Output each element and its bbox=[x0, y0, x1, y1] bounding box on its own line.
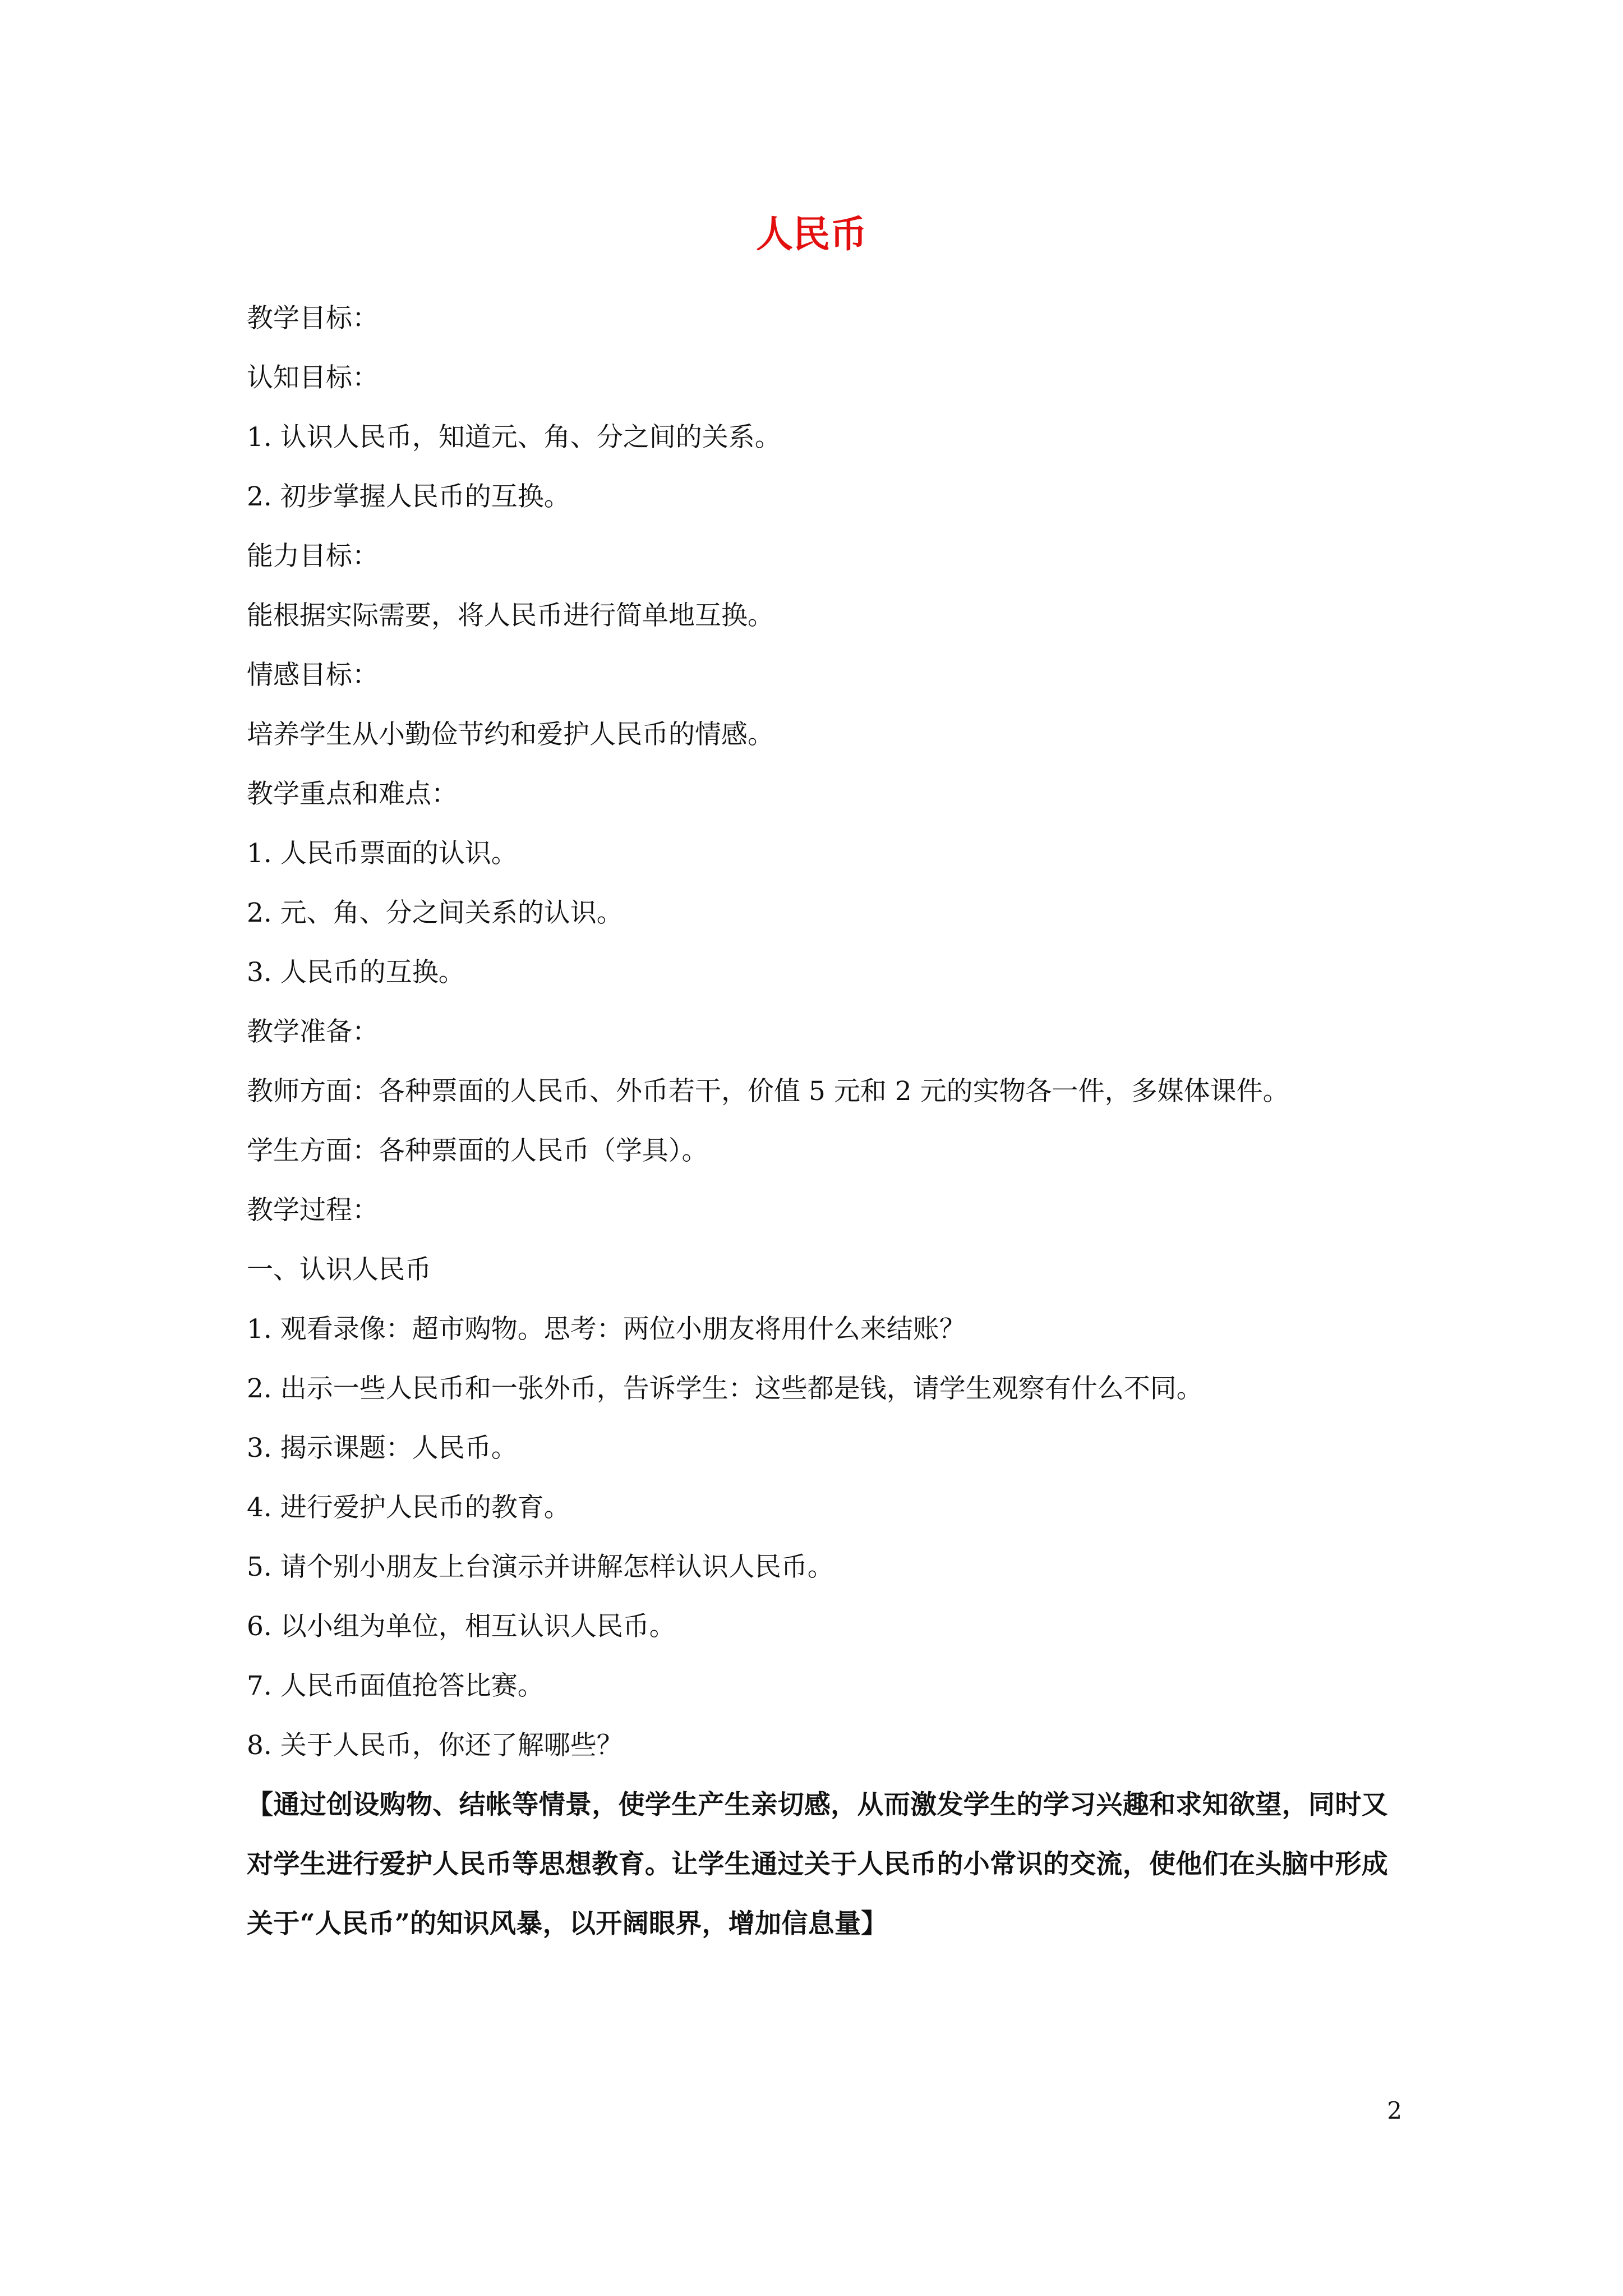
document-body bbox=[247, 289, 1388, 1954]
text-line: 培养学生从小勤俭节约和爱护人民币的情感。 bbox=[247, 719, 774, 750]
text-line: 能力目标： bbox=[247, 541, 379, 572]
text-line: 8. 关于人民币，你还了解哪些？ bbox=[247, 1730, 623, 1761]
text-line: 4. 进行爱护人民币的教育。 bbox=[247, 1492, 570, 1523]
text-line: 2. 出示一些人民币和一张外币，告诉学生：这些都是钱，请学生观察有什么不同。 bbox=[247, 1373, 1203, 1404]
text-line: 1. 观看录像：超市购物。思考：两位小朋友将用什么来结账？ bbox=[247, 1314, 966, 1345]
text-line: 教学准备： bbox=[247, 1016, 379, 1047]
text-line: 教学过程： bbox=[247, 1195, 379, 1226]
text-line: 7. 人民币面值抢答比赛。 bbox=[247, 1671, 544, 1701]
text-line: 3. 人民币的互换。 bbox=[247, 957, 465, 988]
text-line: 教师方面：各种票面的人民币、外币若干，价值 5 元和 2 元的实物各一件，多媒体课件。 bbox=[247, 1076, 1289, 1107]
page-number: 2 bbox=[1387, 2097, 1402, 2124]
text-line: 5. 请个别小朋友上台演示并讲解怎样认识人民币。 bbox=[247, 1552, 834, 1582]
text-line: 6. 以小组为单位，相互认识人民币。 bbox=[247, 1611, 676, 1642]
text-line: 能根据实际需要，将人民币进行简单地互换。 bbox=[247, 600, 774, 631]
text-line: 教学目标： bbox=[247, 303, 379, 334]
text-line: 1. 人民币票面的认识。 bbox=[247, 838, 518, 869]
text-line: 教学重点和难点： bbox=[247, 779, 458, 809]
text-line: 2. 初步掌握人民币的互换。 bbox=[247, 481, 570, 512]
text-line: 2. 元、角、分之间关系的认识。 bbox=[247, 898, 623, 928]
text-line: 一、认识人民币 bbox=[247, 1254, 431, 1285]
text-line: 学生方面：各种票面的人民币（学具）。 bbox=[247, 1135, 708, 1166]
text-line: 认知目标： bbox=[247, 362, 379, 393]
text-line: 1. 认识人民币，知道元、角、分之间的关系。 bbox=[247, 422, 781, 453]
page-title: 人民币 bbox=[756, 212, 867, 256]
text-line: 3. 揭示课题：人民币。 bbox=[247, 1433, 518, 1464]
text-line: 情感目标： bbox=[247, 660, 379, 691]
teaching-note: 【通过创设购物、结帐等情景，使学生产生亲切感，从而激发学生的学习兴趣和求知欲望，同时又对学生进行爱护人民币等思想教育。让学生通过关于人民币的小常识的交流，使他们在头脑中形成关于“人民币”的知识风暴，以开阔眼界，增加信息量】 bbox=[247, 1789, 1388, 1939]
